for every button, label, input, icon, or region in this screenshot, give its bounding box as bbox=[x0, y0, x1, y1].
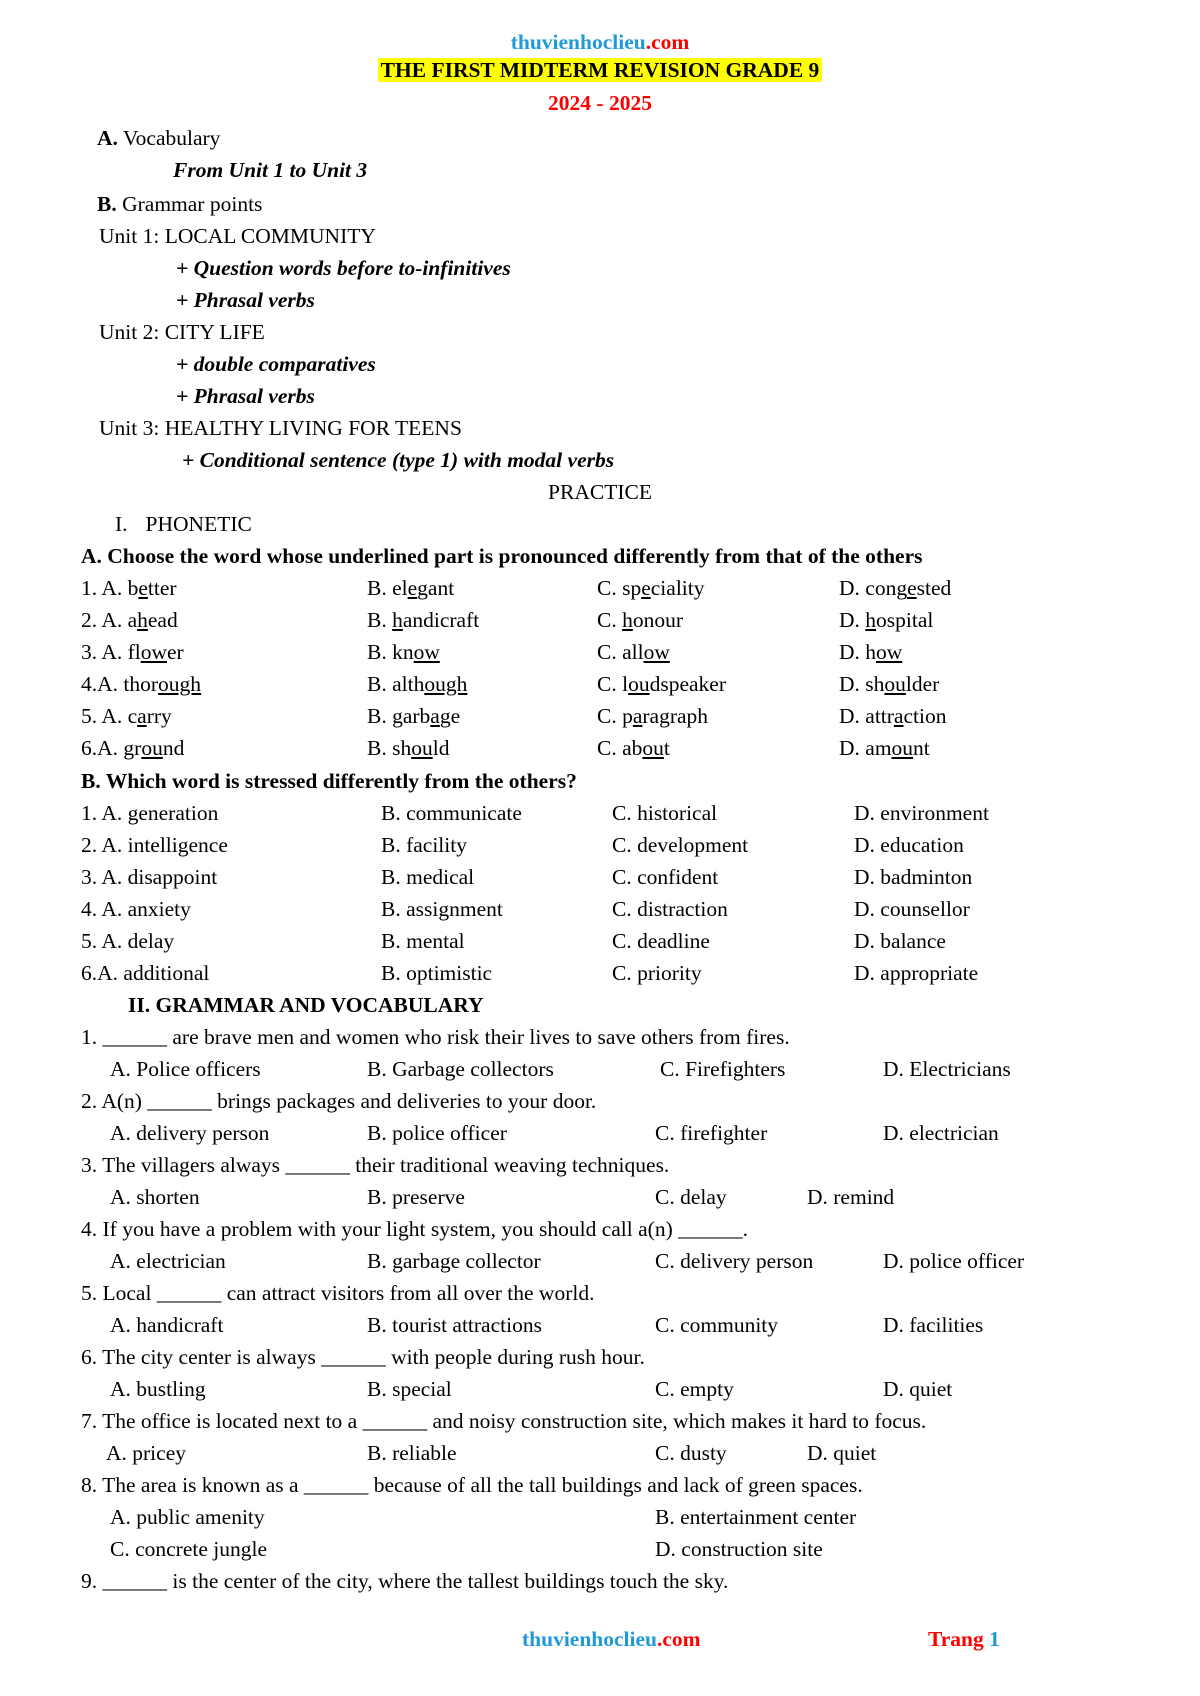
underlined-part: ow bbox=[876, 640, 903, 664]
question-text: 2. A(n) ______ brings packages and deliveries to your door. bbox=[81, 1089, 597, 1113]
phonetic-part-b-instruction: B. Which word is stressed differently from the others? bbox=[81, 769, 577, 793]
answer-option: A. bustling bbox=[110, 1377, 206, 1401]
underlined-part: h bbox=[392, 608, 403, 632]
answer-option: A. Police officers bbox=[110, 1057, 261, 1081]
option-text-post: ead bbox=[147, 608, 178, 632]
answer-option: B. Garbage collectors bbox=[367, 1057, 554, 1081]
answer-option: A. shorten bbox=[110, 1185, 200, 1209]
question-text: 7. The office is located next to a ______ and noisy construction site, which makes it hard to focus. bbox=[81, 1409, 927, 1433]
option-text-post: ld bbox=[432, 736, 450, 760]
option-text-pre: D. bbox=[839, 608, 866, 632]
answer-option: A. handicraft bbox=[110, 1313, 224, 1337]
option-text-pre: B. sh bbox=[367, 736, 412, 760]
option-item bbox=[839, 574, 951, 602]
option-item: C. development bbox=[612, 833, 749, 857]
option-text-pre: C. sp bbox=[597, 576, 642, 600]
underlined-part: ow bbox=[140, 640, 168, 664]
option-text-pre: 6.A. gr bbox=[81, 736, 142, 760]
doc-title-line bbox=[0, 56, 1200, 84]
question-text: 1. ______ are brave men and women who risk their lives to save others from fires. bbox=[81, 1025, 790, 1049]
option-item: 3. A. disappoint bbox=[81, 865, 218, 889]
option-text-pre: D. cong bbox=[839, 576, 908, 600]
option-item: D. appropriate bbox=[854, 961, 979, 985]
underlined-part: ou bbox=[891, 736, 914, 760]
unit2-point-2: + Phrasal verbs bbox=[176, 384, 315, 408]
page-number: Trang 1 bbox=[928, 1627, 1000, 1651]
answer-option: C. community bbox=[655, 1313, 779, 1337]
option-text-pre: D. attr bbox=[839, 704, 894, 728]
option-text-pre: B. garb bbox=[367, 704, 431, 728]
vocab-range: From Unit 1 to Unit 3 bbox=[173, 158, 368, 182]
option-item: C. historical bbox=[612, 801, 718, 825]
option-item: C. deadline bbox=[612, 929, 710, 953]
option-text-pre: C. bbox=[597, 608, 623, 632]
answer-option: D. quiet bbox=[807, 1441, 877, 1465]
option-text-pre: C. p bbox=[597, 704, 633, 728]
underlined-part: e bbox=[407, 576, 418, 600]
answer-option: D. police officer bbox=[883, 1249, 1025, 1273]
underlined-part: ough bbox=[424, 672, 468, 696]
underlined-part: ou bbox=[642, 736, 664, 760]
answer-option: C. firefighter bbox=[655, 1121, 768, 1145]
option-item bbox=[597, 702, 708, 730]
option-text-pre: C. ab bbox=[597, 736, 643, 760]
answer-option: A. electrician bbox=[110, 1249, 226, 1273]
option-item: 2. A. intelligence bbox=[81, 833, 228, 857]
option-item: D. education bbox=[854, 833, 964, 857]
answer-option: A. delivery person bbox=[110, 1121, 270, 1145]
answer-option: A. public amenity bbox=[110, 1505, 265, 1529]
option-item: B. facility bbox=[381, 833, 467, 857]
option-item: C. priority bbox=[612, 961, 702, 985]
option-item bbox=[367, 574, 454, 602]
answer-option: C. delay bbox=[655, 1185, 727, 1209]
option-item: B. medical bbox=[381, 865, 475, 889]
underlined-part: e bbox=[907, 576, 917, 600]
option-item bbox=[367, 670, 467, 698]
option-text-post: ragraph bbox=[642, 704, 709, 728]
option-text-pre: B. alth bbox=[367, 672, 425, 696]
answer-option: D. construction site bbox=[655, 1537, 823, 1561]
option-text-post: ge bbox=[439, 704, 461, 728]
answer-option: C. Firefighters bbox=[660, 1057, 786, 1081]
underlined-part: ough bbox=[158, 672, 202, 696]
option-item: B. assignment bbox=[381, 897, 503, 921]
option-text-pre: B. el bbox=[367, 576, 408, 600]
option-text-pre: B. kn bbox=[367, 640, 414, 664]
unit1-point-1: + Question words before to-infinitives bbox=[176, 256, 511, 280]
answer-option: B. special bbox=[367, 1377, 452, 1401]
school-year: 2024 - 2025 bbox=[548, 91, 652, 115]
option-text-pre: D. am bbox=[839, 736, 892, 760]
unit3-title: Unit 3: HEALTHY LIVING FOR TEENS bbox=[99, 416, 462, 440]
answer-option: C. concrete jungle bbox=[110, 1537, 268, 1561]
underlined-part: h bbox=[865, 608, 877, 632]
question-text: 3. The villagers always ______ their traditional weaving techniques. bbox=[81, 1153, 670, 1177]
doc-title: THE FIRST MIDTERM REVISION GRADE 9 bbox=[378, 58, 823, 82]
unit2-point-1: + double comparatives bbox=[176, 352, 376, 376]
site-header bbox=[0, 28, 1200, 56]
option-text-post: t bbox=[663, 736, 670, 760]
option-item bbox=[367, 606, 479, 634]
option-item bbox=[81, 734, 184, 762]
option-text-pre: 5. A. c bbox=[81, 704, 138, 728]
option-text-post: ction bbox=[903, 704, 947, 728]
answer-option: B. entertainment center bbox=[655, 1505, 857, 1529]
underlined-part: e bbox=[641, 576, 651, 600]
option-item bbox=[839, 606, 933, 634]
option-text-post: er bbox=[167, 640, 184, 664]
option-item bbox=[839, 734, 930, 762]
answer-option: C. dusty bbox=[655, 1441, 727, 1465]
answer-option: D. electrician bbox=[883, 1121, 999, 1145]
option-text-pre: C. all bbox=[597, 640, 644, 664]
option-text-post: onour bbox=[632, 608, 684, 632]
option-item: C. confident bbox=[612, 865, 719, 889]
option-item bbox=[597, 606, 683, 634]
option-text-post: gant bbox=[417, 576, 455, 600]
option-text-post: lder bbox=[905, 672, 940, 696]
answer-option: D. quiet bbox=[883, 1377, 953, 1401]
site-name: thuvienhoclieu bbox=[510, 30, 646, 54]
option-item bbox=[81, 574, 177, 602]
phonetic-part-a-instruction: A. Choose the word whose underlined part is pronounced differently from that of the others bbox=[81, 544, 923, 568]
option-item bbox=[81, 670, 201, 698]
option-item: B. optimistic bbox=[381, 961, 493, 985]
option-item bbox=[367, 734, 449, 762]
option-text-pre: 2. A. a bbox=[81, 608, 138, 632]
option-item bbox=[597, 670, 726, 698]
underlined-part: ou bbox=[628, 672, 650, 696]
answer-option: C. empty bbox=[655, 1377, 734, 1401]
option-text-post: sted bbox=[916, 576, 952, 600]
unit2-title: Unit 2: CITY LIFE bbox=[99, 320, 265, 344]
option-text-pre: 4.A. thor bbox=[81, 672, 159, 696]
underlined-part: ow bbox=[643, 640, 670, 664]
option-text-pre: B. bbox=[367, 608, 393, 632]
answer-option: B. police officer bbox=[367, 1121, 507, 1145]
section-b-grammar: B. Grammar points bbox=[97, 192, 263, 216]
section-a-vocabulary: A. Vocabulary bbox=[97, 126, 221, 150]
question-text: 8. The area is known as a ______ because of all the tall buildings and lack of green spaces. bbox=[81, 1473, 863, 1497]
option-text-post: rry bbox=[146, 704, 172, 728]
option-item bbox=[81, 606, 178, 634]
practice-heading: PRACTICE bbox=[548, 480, 652, 504]
option-text-post: ospital bbox=[876, 608, 934, 632]
unit1-point-2: + Phrasal verbs bbox=[176, 288, 315, 312]
question-text: 6. The city center is always ______ with people during rush hour. bbox=[81, 1345, 645, 1369]
underlined-part: h bbox=[137, 608, 148, 632]
underlined-part: e bbox=[138, 576, 148, 600]
phonetic-heading: I. PHONETIC bbox=[115, 512, 252, 536]
answer-option: B. reliable bbox=[367, 1441, 457, 1465]
option-item: 4. A. anxiety bbox=[81, 897, 191, 921]
option-text-pre: 1. A. b bbox=[81, 576, 139, 600]
answer-option: B. tourist attractions bbox=[367, 1313, 542, 1337]
site-domain: .com bbox=[645, 30, 690, 54]
option-item: 5. A. delay bbox=[81, 929, 175, 953]
option-item bbox=[597, 574, 705, 602]
option-text-post: tter bbox=[147, 576, 177, 600]
option-item bbox=[597, 734, 670, 762]
option-text-post: andicraft bbox=[402, 608, 480, 632]
footer-site: thuvienhoclieu.com bbox=[522, 1627, 701, 1651]
answer-option: D. Electricians bbox=[883, 1057, 1011, 1081]
underlined-part: a bbox=[632, 704, 643, 728]
option-item bbox=[81, 702, 172, 730]
answer-option: C. delivery person bbox=[655, 1249, 814, 1273]
answer-option: A. pricey bbox=[106, 1441, 186, 1465]
option-item bbox=[839, 638, 902, 666]
question-text: 5. Local ______ can attract visitors from all over the world. bbox=[81, 1281, 595, 1305]
option-text-post: ciality bbox=[650, 576, 705, 600]
option-item bbox=[839, 702, 946, 730]
option-item: D. balance bbox=[854, 929, 946, 953]
option-text-post: nt bbox=[913, 736, 930, 760]
option-text-post: dspeaker bbox=[649, 672, 726, 696]
underlined-part: a bbox=[137, 704, 147, 728]
underlined-part: ou bbox=[141, 736, 163, 760]
option-text-pre: D. sh bbox=[839, 672, 885, 696]
option-item: C. distraction bbox=[612, 897, 728, 921]
option-item: 1. A. generation bbox=[81, 801, 219, 825]
option-text-pre: D. h bbox=[839, 640, 877, 664]
underlined-part: a bbox=[430, 704, 440, 728]
option-item: B. mental bbox=[381, 929, 465, 953]
option-text-post: nd bbox=[162, 736, 185, 760]
unit1-title: Unit 1: LOCAL COMMUNITY bbox=[99, 224, 376, 248]
option-item: D. environment bbox=[854, 801, 989, 825]
answer-option: B. preserve bbox=[367, 1185, 465, 1209]
answer-option: D. facilities bbox=[883, 1313, 984, 1337]
underlined-part: h bbox=[622, 608, 633, 632]
option-item bbox=[367, 638, 440, 666]
underlined-part: ow bbox=[413, 640, 440, 664]
option-item: D. counsellor bbox=[854, 897, 970, 921]
option-text-pre: C. l bbox=[597, 672, 629, 696]
question-text: 9. ______ is the center of the city, where the tallest buildings touch the sky. bbox=[81, 1569, 729, 1593]
answer-option: B. garbage collector bbox=[367, 1249, 541, 1273]
question-text: 4. If you have a problem with your light system, you should call a(n) ______. bbox=[81, 1217, 748, 1241]
option-item bbox=[597, 638, 670, 666]
answer-option: D. remind bbox=[807, 1185, 895, 1209]
underlined-part: ou bbox=[884, 672, 906, 696]
option-item: D. badminton bbox=[854, 865, 973, 889]
underlined-part: a bbox=[893, 704, 904, 728]
option-item: B. communicate bbox=[381, 801, 522, 825]
grammar-heading: II. GRAMMAR AND VOCABULARY bbox=[128, 993, 484, 1017]
underlined-part: ou bbox=[411, 736, 433, 760]
unit3-point-1: + Conditional sentence (type 1) with modal verbs bbox=[182, 448, 615, 472]
option-item bbox=[839, 670, 939, 698]
option-item: 6.A. additional bbox=[81, 961, 210, 985]
option-item bbox=[81, 638, 184, 666]
option-text-pre: 3. A. fl bbox=[81, 640, 141, 664]
option-item bbox=[367, 702, 460, 730]
